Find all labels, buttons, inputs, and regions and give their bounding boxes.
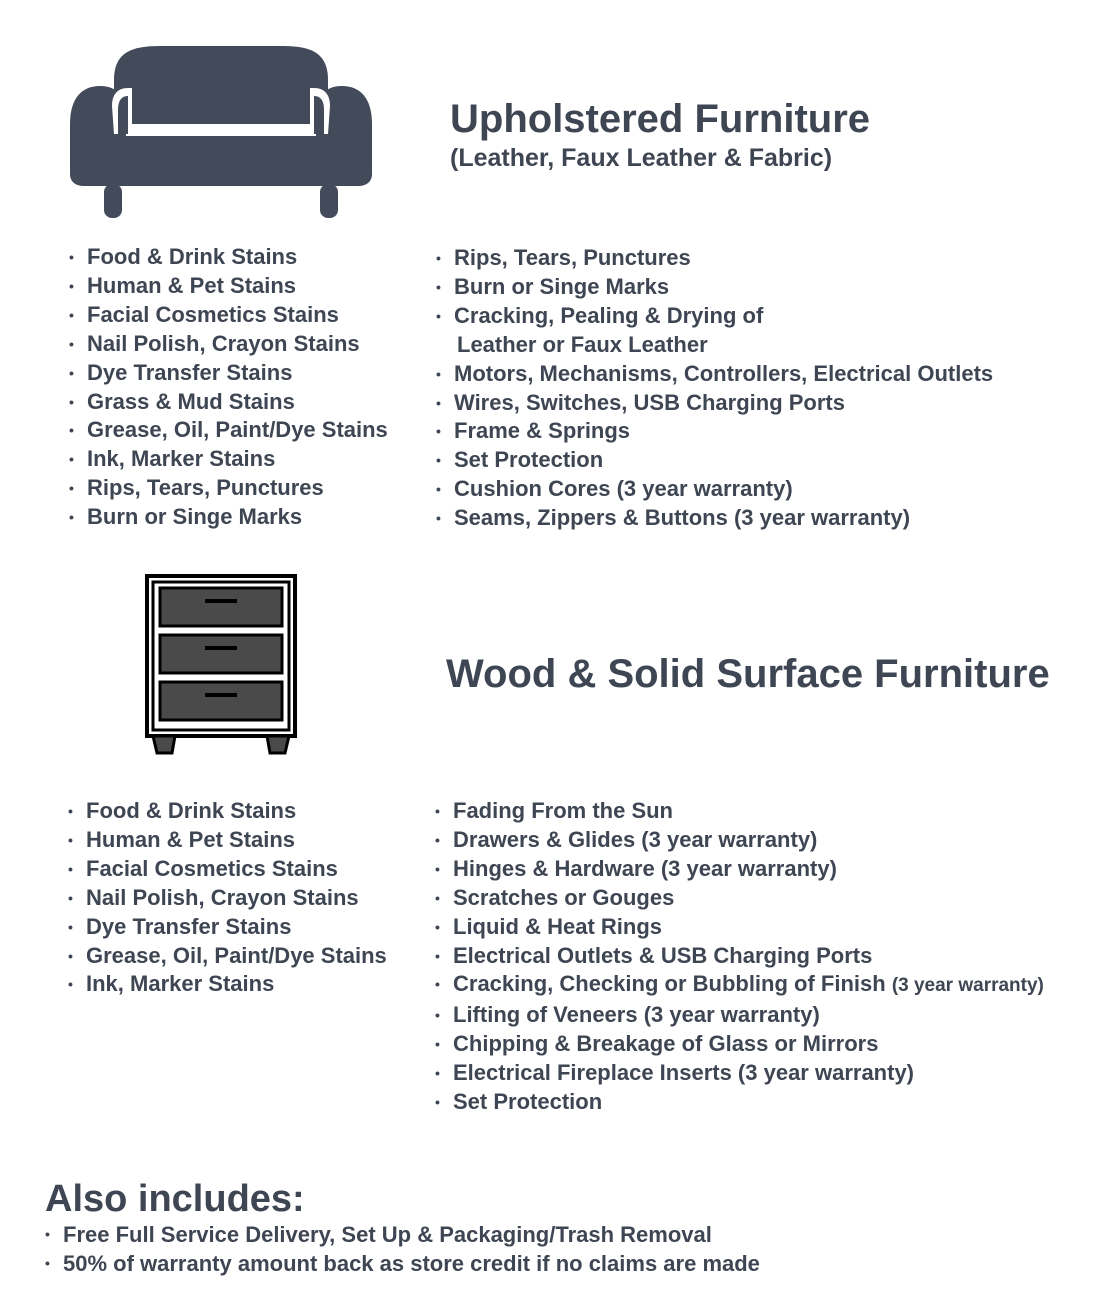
list-item: • Cracking, Pealing & Drying of — [436, 302, 993, 331]
list-item: • Food & Drink Stains — [69, 243, 388, 272]
list-item: • Human & Pet Stains — [68, 826, 387, 855]
list-item: • Burn or Singe Marks — [69, 503, 388, 532]
list-item: • Dye Transfer Stains — [69, 359, 388, 388]
list-item: • Facial Cosmetics Stains — [69, 301, 388, 330]
list-item: • Electrical Fireplace Inserts (3 year warranty) — [435, 1059, 1044, 1088]
list-item: • Grass & Mud Stains — [69, 388, 388, 417]
list-item: • Scratches or Gouges — [435, 884, 1044, 913]
list-item: • 50% of warranty amount back as store credit if no claims are made — [45, 1249, 760, 1278]
list-item: • Burn or Singe Marks — [436, 273, 993, 302]
upholstered-title: Upholstered Furniture — [450, 97, 871, 141]
also-includes-title: Also includes: — [45, 1178, 305, 1220]
list-item: • Ink, Marker Stains — [68, 970, 387, 999]
list-item: • Grease, Oil, Paint/Dye Stains — [68, 942, 387, 971]
list-item: • Cushion Cores (3 year warranty) — [436, 475, 993, 504]
list-item: • Electrical Outlets & USB Charging Ports — [435, 942, 1044, 971]
list-item-continuation: Leather or Faux Leather — [457, 331, 708, 357]
list-item: • Set Protection — [435, 1088, 1044, 1117]
list-item: • Chipping & Breakage of Glass or Mirrors — [435, 1030, 1044, 1059]
upholstered-subtitle: (Leather, Faux Leather & Fabric) — [450, 144, 833, 172]
list-item: • Facial Cosmetics Stains — [68, 855, 387, 884]
warranty-note: (3 year warranty) — [891, 975, 1044, 997]
list-item: • Grease, Oil, Paint/Dye Stains — [69, 416, 388, 445]
nightstand-icon — [145, 574, 297, 756]
upholstered-right-list — [436, 244, 993, 533]
list-item: • Rips, Tears, Punctures — [436, 244, 993, 273]
list-item: • Wires, Switches, USB Charging Ports — [436, 389, 993, 418]
list-item: • Human & Pet Stains — [69, 272, 388, 301]
list-item: • Food & Drink Stains — [68, 797, 387, 826]
list-item: • Free Full Service Delivery, Set Up & Packaging/Trash Removal — [45, 1220, 760, 1249]
list-item-text: Cracking, Checking or Bubbling of Finish — [453, 971, 886, 997]
list-item: • Rips, Tears, Punctures — [69, 474, 388, 503]
also-includes-list — [45, 1220, 760, 1278]
list-item: • Drawers & Glides (3 year warranty) — [435, 826, 1044, 855]
list-item: • Seams, Zippers & Buttons (3 year warranty) — [436, 504, 993, 533]
wood-left-list — [68, 797, 387, 999]
list-item: • Motors, Mechanisms, Controllers, Electrical Outlets — [436, 360, 993, 389]
list-item: • Set Protection — [436, 446, 993, 475]
upholstered-left-list — [69, 243, 388, 532]
list-item: • Dye Transfer Stains — [68, 913, 387, 942]
list-item — [435, 970, 1044, 1001]
list-item: • Hinges & Hardware (3 year warranty) — [435, 855, 1044, 884]
wood-right-list — [435, 797, 1044, 1117]
list-item: • Liquid & Heat Rings — [435, 913, 1044, 942]
list-item: • Nail Polish, Crayon Stains — [68, 884, 387, 913]
wood-title: Wood & Solid Surface Furniture — [446, 652, 1050, 696]
list-item: • Nail Polish, Crayon Stains — [69, 330, 388, 359]
list-item: • Frame & Springs — [436, 417, 993, 446]
list-item: • Fading From the Sun — [435, 797, 1044, 826]
sofa-icon — [70, 44, 372, 220]
list-item: • Lifting of Veneers (3 year warranty) — [435, 1001, 1044, 1030]
list-item: • Ink, Marker Stains — [69, 445, 388, 474]
